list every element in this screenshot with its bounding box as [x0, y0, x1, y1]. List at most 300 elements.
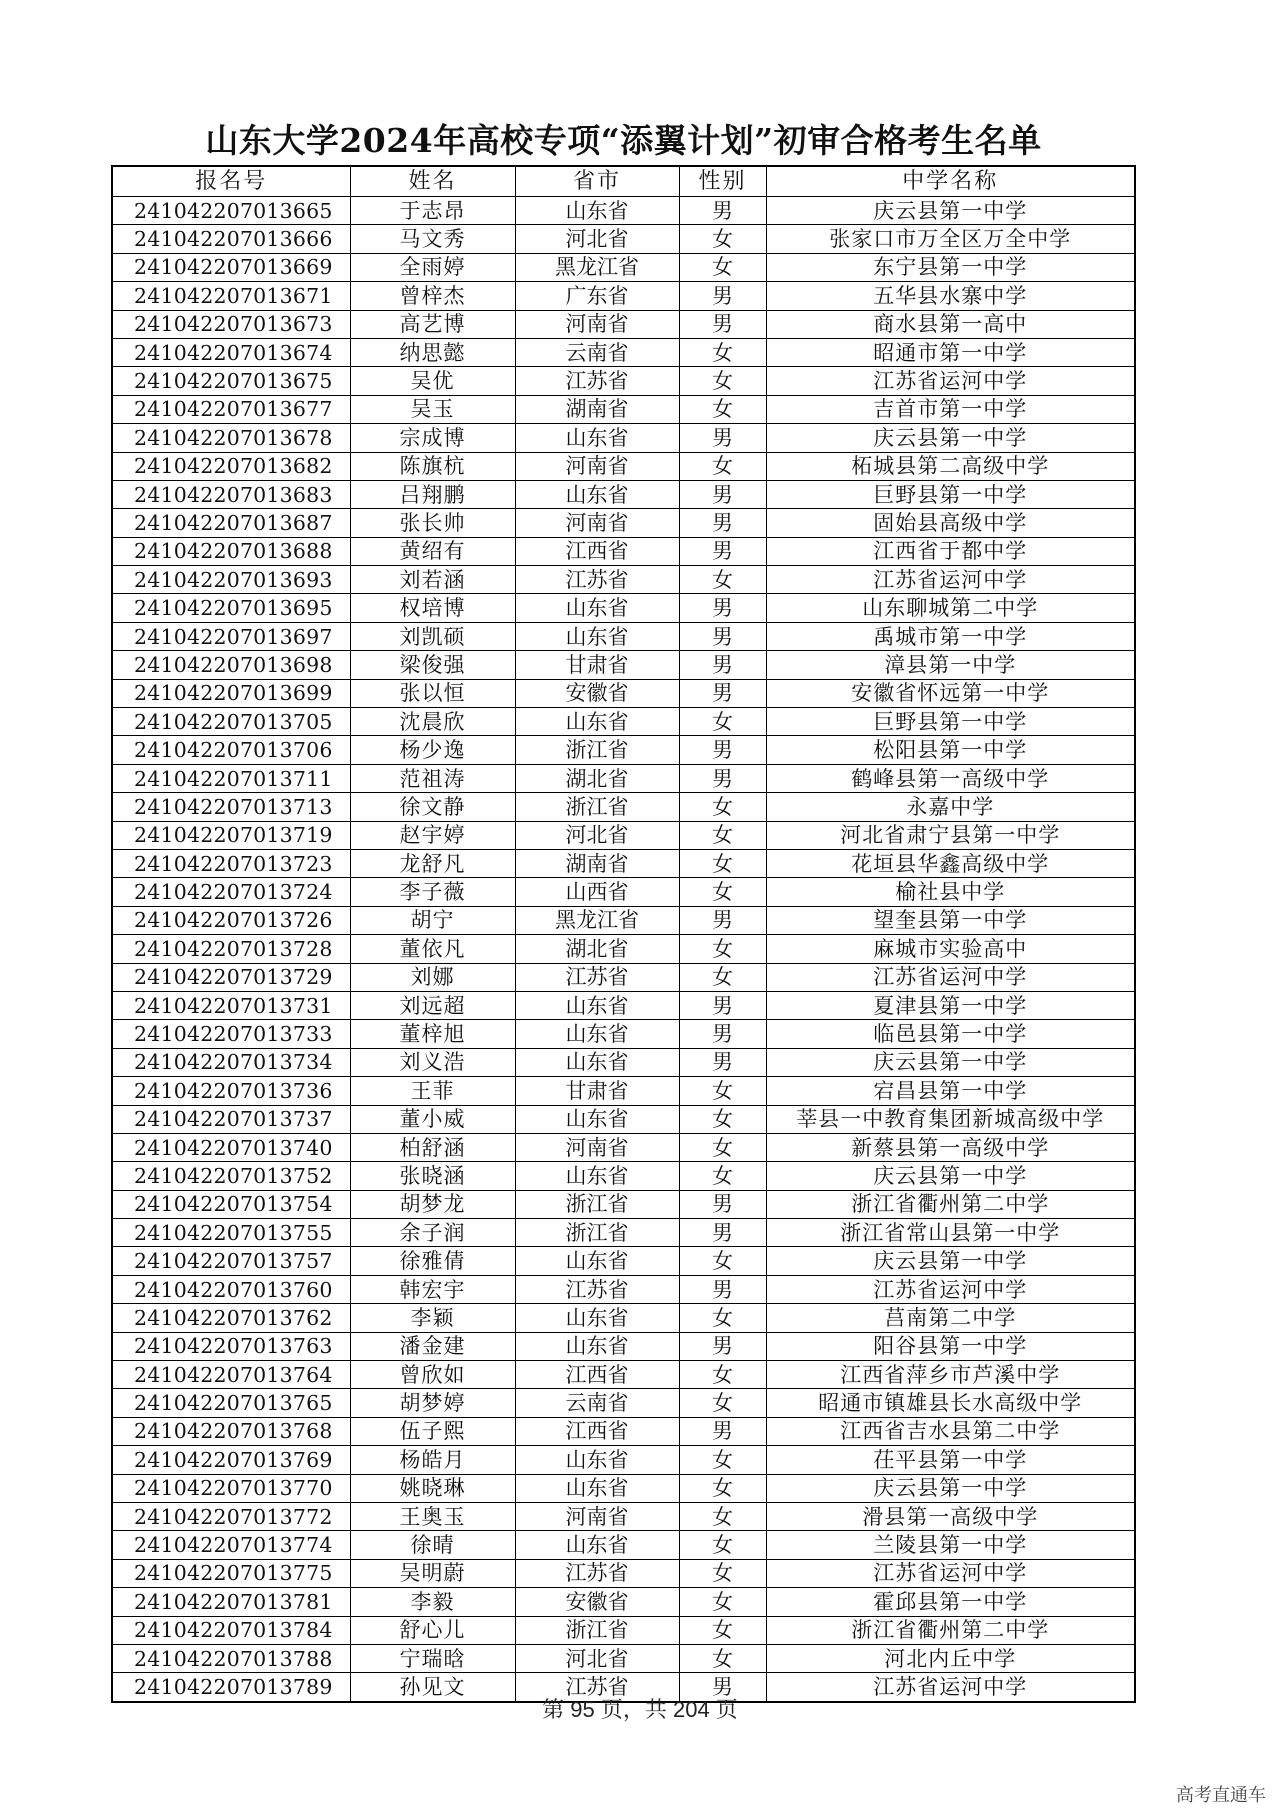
table-row	[112, 651, 1135, 679]
candidate-name-cell: 张以恒	[350, 679, 515, 707]
registration-number-cell: 241042207013733	[112, 1020, 350, 1048]
candidate-name-cell: 潘金建	[350, 1332, 515, 1360]
registration-number-cell: 241042207013682	[112, 452, 350, 480]
school-name-cell: 张家口市万全区万全中学	[766, 225, 1135, 253]
province-cell: 山东省	[515, 1247, 679, 1275]
gender-cell: 女	[679, 1559, 766, 1587]
candidate-name-cell: 梁俊强	[350, 651, 515, 679]
table-row	[112, 1077, 1135, 1105]
school-name-cell: 漳县第一中学	[766, 651, 1135, 679]
gender-cell: 男	[679, 594, 766, 622]
table-row	[112, 878, 1135, 906]
school-name-cell: 河北内丘中学	[766, 1644, 1135, 1672]
page-number: 第 95 页，共 204 页	[542, 1697, 738, 1722]
table-row	[112, 197, 1135, 225]
candidate-name-cell: 姚晓琳	[350, 1474, 515, 1502]
registration-number-cell: 241042207013706	[112, 736, 350, 764]
province-cell: 山东省	[515, 1020, 679, 1048]
candidate-name-cell: 吕翔鹏	[350, 480, 515, 508]
school-name-cell: 庆云县第一中学	[766, 1247, 1135, 1275]
table-row	[112, 1304, 1135, 1332]
province-cell: 河南省	[515, 310, 679, 338]
province-cell: 浙江省	[515, 1616, 679, 1644]
gender-cell: 女	[679, 367, 766, 395]
gender-cell: 女	[679, 1644, 766, 1672]
table-row	[112, 1247, 1135, 1275]
gender-cell: 男	[679, 651, 766, 679]
registration-number-cell: 241042207013760	[112, 1275, 350, 1303]
province-cell: 湖北省	[515, 764, 679, 792]
school-name-cell: 滑县第一高级中学	[766, 1502, 1135, 1530]
school-name-cell: 鹤峰县第一高级中学	[766, 764, 1135, 792]
registration-number-cell: 241042207013772	[112, 1502, 350, 1530]
table-row	[112, 963, 1135, 991]
candidate-name-cell: 曾欣如	[350, 1361, 515, 1389]
header-registration-number: 报名号	[112, 166, 350, 197]
header-gender: 性别	[679, 166, 766, 197]
registration-number-cell: 241042207013764	[112, 1361, 350, 1389]
table-row	[112, 849, 1135, 877]
header-province: 省市	[515, 166, 679, 197]
gender-cell: 女	[679, 878, 766, 906]
province-cell: 江西省	[515, 1417, 679, 1445]
school-name-cell: 五华县水寨中学	[766, 282, 1135, 310]
candidate-name-cell: 徐文静	[350, 793, 515, 821]
school-name-cell: 麻城市实验高中	[766, 935, 1135, 963]
registration-number-cell: 241042207013763	[112, 1332, 350, 1360]
candidate-name-cell: 余子润	[350, 1219, 515, 1247]
gender-cell: 女	[679, 1304, 766, 1332]
candidate-name-cell: 于志昂	[350, 197, 515, 225]
province-cell: 云南省	[515, 1389, 679, 1417]
province-cell: 山东省	[515, 480, 679, 508]
registration-number-cell: 241042207013754	[112, 1190, 350, 1218]
candidate-name-cell: 宗成博	[350, 424, 515, 452]
registration-number-cell: 241042207013784	[112, 1616, 350, 1644]
province-cell: 山东省	[515, 594, 679, 622]
gender-cell: 女	[679, 1162, 766, 1190]
registration-number-cell: 241042207013724	[112, 878, 350, 906]
gender-cell: 男	[679, 310, 766, 338]
school-name-cell: 柘城县第二高级中学	[766, 452, 1135, 480]
candidate-name-cell: 杨少逸	[350, 736, 515, 764]
province-cell: 黑龙江省	[515, 253, 679, 281]
gender-cell: 女	[679, 793, 766, 821]
header-row	[112, 166, 1135, 197]
school-name-cell: 浙江省衢州第二中学	[766, 1616, 1135, 1644]
table-row	[112, 736, 1135, 764]
school-name-cell: 庆云县第一中学	[766, 197, 1135, 225]
registration-number-cell: 241042207013697	[112, 622, 350, 650]
table-row	[112, 1361, 1135, 1389]
gender-cell: 女	[679, 963, 766, 991]
candidate-name-cell: 柏舒涵	[350, 1133, 515, 1161]
registration-number-cell: 241042207013788	[112, 1644, 350, 1672]
school-name-cell: 阳谷县第一中学	[766, 1332, 1135, 1360]
school-name-cell: 江西省萍乡市芦溪中学	[766, 1361, 1135, 1389]
gender-cell: 女	[679, 338, 766, 366]
school-name-cell: 固始县高级中学	[766, 509, 1135, 537]
gender-cell: 女	[679, 708, 766, 736]
province-cell: 湖南省	[515, 849, 679, 877]
gender-cell: 女	[679, 849, 766, 877]
school-name-cell: 禹城市第一中学	[766, 622, 1135, 650]
candidate-name-cell: 马文秀	[350, 225, 515, 253]
province-cell: 江西省	[515, 537, 679, 565]
table-row	[112, 1332, 1135, 1360]
table-row	[112, 424, 1135, 452]
province-cell: 江苏省	[515, 1275, 679, 1303]
registration-number-cell: 241042207013781	[112, 1588, 350, 1616]
registration-number-cell: 241042207013775	[112, 1559, 350, 1587]
registration-number-cell: 241042207013731	[112, 991, 350, 1019]
gender-cell: 男	[679, 197, 766, 225]
province-cell: 河北省	[515, 821, 679, 849]
province-cell: 河北省	[515, 225, 679, 253]
school-name-cell: 临邑县第一中学	[766, 1020, 1135, 1048]
registration-number-cell: 241042207013762	[112, 1304, 350, 1332]
province-cell: 甘肃省	[515, 651, 679, 679]
school-name-cell: 巨野县第一中学	[766, 480, 1135, 508]
school-name-cell: 霍邱县第一中学	[766, 1588, 1135, 1616]
gender-cell: 女	[679, 1133, 766, 1161]
province-cell: 山东省	[515, 1162, 679, 1190]
table-row	[112, 509, 1135, 537]
registration-number-cell: 241042207013683	[112, 480, 350, 508]
school-name-cell: 莒南第二中学	[766, 1304, 1135, 1332]
province-cell: 山东省	[515, 1105, 679, 1133]
table-row	[112, 594, 1135, 622]
gender-cell: 女	[679, 1502, 766, 1530]
registration-number-cell: 241042207013726	[112, 906, 350, 934]
candidate-name-cell: 吴玉	[350, 395, 515, 423]
school-name-cell: 庆云县第一中学	[766, 1048, 1135, 1076]
gender-cell: 女	[679, 1588, 766, 1616]
school-name-cell: 昭通市第一中学	[766, 338, 1135, 366]
gender-cell: 女	[679, 1474, 766, 1502]
school-name-cell: 昭通市镇雄县长水高级中学	[766, 1389, 1135, 1417]
registration-number-cell: 241042207013765	[112, 1389, 350, 1417]
table-row	[112, 1616, 1135, 1644]
registration-number-cell: 241042207013665	[112, 197, 350, 225]
gender-cell: 女	[679, 452, 766, 480]
candidate-name-cell: 张长帅	[350, 509, 515, 537]
province-cell: 浙江省	[515, 793, 679, 821]
school-name-cell: 江西省于都中学	[766, 537, 1135, 565]
candidate-name-cell: 刘凯硕	[350, 622, 515, 650]
registration-number-cell: 241042207013693	[112, 566, 350, 594]
school-name-cell: 山东聊城第二中学	[766, 594, 1135, 622]
candidate-name-cell: 曾梓杰	[350, 282, 515, 310]
gender-cell: 女	[679, 1361, 766, 1389]
table-row	[112, 708, 1135, 736]
school-name-cell: 江苏省运河中学	[766, 566, 1135, 594]
school-name-cell: 江苏省运河中学	[766, 963, 1135, 991]
province-cell: 云南省	[515, 338, 679, 366]
gender-cell: 男	[679, 764, 766, 792]
table-row	[112, 1133, 1135, 1161]
province-cell: 江苏省	[515, 367, 679, 395]
registration-number-cell: 241042207013736	[112, 1077, 350, 1105]
candidate-name-cell: 张晓涵	[350, 1162, 515, 1190]
province-cell: 山东省	[515, 1304, 679, 1332]
header-name: 姓名	[350, 166, 515, 197]
candidate-name-cell: 徐晴	[350, 1531, 515, 1559]
candidate-name-cell: 胡梦婷	[350, 1389, 515, 1417]
province-cell: 河南省	[515, 452, 679, 480]
school-name-cell: 浙江省常山县第一中学	[766, 1219, 1135, 1247]
candidate-name-cell: 董依凡	[350, 935, 515, 963]
gender-cell: 男	[679, 1020, 766, 1048]
registration-number-cell: 241042207013774	[112, 1531, 350, 1559]
registration-number-cell: 241042207013789	[112, 1673, 350, 1702]
registration-number-cell: 241042207013699	[112, 679, 350, 707]
table-row	[112, 793, 1135, 821]
table-header	[112, 166, 1135, 197]
school-name-cell: 吉首市第一中学	[766, 395, 1135, 423]
table-row	[112, 1474, 1135, 1502]
province-cell: 山东省	[515, 197, 679, 225]
candidate-name-cell: 胡梦龙	[350, 1190, 515, 1218]
registration-number-cell: 241042207013752	[112, 1162, 350, 1190]
registration-number-cell: 241042207013677	[112, 395, 350, 423]
candidate-name-cell: 沈晨欣	[350, 708, 515, 736]
candidate-name-cell: 李颖	[350, 1304, 515, 1332]
registration-number-cell: 241042207013769	[112, 1446, 350, 1474]
province-cell: 山西省	[515, 878, 679, 906]
candidate-name-cell: 胡宁	[350, 906, 515, 934]
province-cell: 江苏省	[515, 1673, 679, 1702]
candidate-name-cell: 王菲	[350, 1077, 515, 1105]
table-row	[112, 310, 1135, 338]
school-name-cell: 安徽省怀远第一中学	[766, 679, 1135, 707]
candidate-name-cell: 徐雅倩	[350, 1247, 515, 1275]
gender-cell: 男	[679, 509, 766, 537]
registration-number-cell: 241042207013674	[112, 338, 350, 366]
table-row	[112, 338, 1135, 366]
province-cell: 浙江省	[515, 736, 679, 764]
table-row	[112, 1020, 1135, 1048]
gender-cell: 男	[679, 1332, 766, 1360]
province-cell: 黑龙江省	[515, 906, 679, 934]
school-name-cell: 巨野县第一中学	[766, 708, 1135, 736]
table-row	[112, 452, 1135, 480]
gender-cell: 女	[679, 225, 766, 253]
school-name-cell: 花垣县华鑫高级中学	[766, 849, 1135, 877]
table-row	[112, 1048, 1135, 1076]
registration-number-cell: 241042207013757	[112, 1247, 350, 1275]
school-name-cell: 河北省肃宁县第一中学	[766, 821, 1135, 849]
table-row	[112, 1190, 1135, 1218]
table-row	[112, 566, 1135, 594]
gender-cell: 男	[679, 1190, 766, 1218]
table-row	[112, 906, 1135, 934]
province-cell: 甘肃省	[515, 1077, 679, 1105]
registration-number-cell: 241042207013678	[112, 424, 350, 452]
school-name-cell: 江苏省运河中学	[766, 1559, 1135, 1587]
school-name-cell: 夏津县第一中学	[766, 991, 1135, 1019]
school-name-cell: 新蔡县第一高级中学	[766, 1133, 1135, 1161]
registration-number-cell: 241042207013723	[112, 849, 350, 877]
candidate-name-cell: 宁瑞晗	[350, 1644, 515, 1672]
candidate-name-cell: 孙见文	[350, 1673, 515, 1702]
candidate-name-cell: 高艺博	[350, 310, 515, 338]
table-row	[112, 622, 1135, 650]
registration-number-cell: 241042207013737	[112, 1105, 350, 1133]
table-row	[112, 480, 1135, 508]
province-cell: 山东省	[515, 708, 679, 736]
registration-number-cell: 241042207013705	[112, 708, 350, 736]
gender-cell: 男	[679, 1219, 766, 1247]
gender-cell: 男	[679, 1417, 766, 1445]
page-title: 山东大学2024年高校专项“添翼计划”初审合格考生名单	[205, 121, 1042, 160]
gender-cell: 男	[679, 679, 766, 707]
gender-cell: 男	[679, 1275, 766, 1303]
registration-number-cell: 241042207013687	[112, 509, 350, 537]
registration-number-cell: 241042207013671	[112, 282, 350, 310]
province-cell: 江苏省	[515, 566, 679, 594]
candidate-name-cell: 纳思懿	[350, 338, 515, 366]
candidate-name-cell: 黄绍有	[350, 537, 515, 565]
province-cell: 山东省	[515, 622, 679, 650]
gender-cell: 女	[679, 253, 766, 281]
registration-number-cell: 241042207013666	[112, 225, 350, 253]
gender-cell: 男	[679, 622, 766, 650]
gender-cell: 女	[679, 395, 766, 423]
candidate-name-cell: 董小威	[350, 1105, 515, 1133]
candidate-name-cell: 王奥玉	[350, 1502, 515, 1530]
candidate-name-cell: 李子薇	[350, 878, 515, 906]
registration-number-cell: 241042207013675	[112, 367, 350, 395]
watermark-text: 高考直通车	[1176, 1785, 1266, 1806]
province-cell: 山东省	[515, 1446, 679, 1474]
province-cell: 河南省	[515, 1133, 679, 1161]
province-cell: 山东省	[515, 991, 679, 1019]
school-name-cell: 永嘉中学	[766, 793, 1135, 821]
gender-cell: 男	[679, 1673, 766, 1702]
gender-cell: 女	[679, 1531, 766, 1559]
gender-cell: 女	[679, 1616, 766, 1644]
registration-number-cell: 241042207013728	[112, 935, 350, 963]
table-row	[112, 821, 1135, 849]
table-row	[112, 1502, 1135, 1530]
candidate-name-cell: 舒心儿	[350, 1616, 515, 1644]
province-cell: 河北省	[515, 1644, 679, 1672]
province-cell: 湖北省	[515, 935, 679, 963]
gender-cell: 女	[679, 1247, 766, 1275]
candidate-name-cell: 权培博	[350, 594, 515, 622]
province-cell: 山东省	[515, 1332, 679, 1360]
table-row	[112, 1162, 1135, 1190]
gender-cell: 女	[679, 935, 766, 963]
registration-number-cell: 241042207013755	[112, 1219, 350, 1247]
candidate-name-cell: 刘娜	[350, 963, 515, 991]
header-school: 中学名称	[766, 166, 1135, 197]
school-name-cell: 江西省吉水县第二中学	[766, 1417, 1135, 1445]
province-cell: 江西省	[515, 1361, 679, 1389]
school-name-cell: 茌平县第一中学	[766, 1446, 1135, 1474]
school-name-cell: 莘县一中教育集团新城高级中学	[766, 1105, 1135, 1133]
table-row	[112, 395, 1135, 423]
candidate-name-cell: 吴优	[350, 367, 515, 395]
province-cell: 山东省	[515, 1048, 679, 1076]
table-row	[112, 1531, 1135, 1559]
school-name-cell: 庆云县第一中学	[766, 424, 1135, 452]
gender-cell: 女	[679, 1389, 766, 1417]
school-name-cell: 浙江省衢州第二中学	[766, 1190, 1135, 1218]
province-cell: 山东省	[515, 424, 679, 452]
table-row	[112, 1559, 1135, 1587]
registration-number-cell: 241042207013719	[112, 821, 350, 849]
candidate-name-cell: 陈旗杭	[350, 452, 515, 480]
registration-number-cell: 241042207013729	[112, 963, 350, 991]
candidate-name-cell: 韩宏宇	[350, 1275, 515, 1303]
gender-cell: 男	[679, 1048, 766, 1076]
school-name-cell: 庆云县第一中学	[766, 1162, 1135, 1190]
registration-number-cell: 241042207013768	[112, 1417, 350, 1445]
table-row	[112, 1105, 1135, 1133]
table-row	[112, 537, 1135, 565]
candidate-name-cell: 刘远超	[350, 991, 515, 1019]
table-row	[112, 991, 1135, 1019]
table-row	[112, 1644, 1135, 1672]
gender-cell: 男	[679, 480, 766, 508]
gender-cell: 女	[679, 1446, 766, 1474]
gender-cell: 女	[679, 821, 766, 849]
province-cell: 江苏省	[515, 1559, 679, 1587]
candidate-name-cell: 伍子熙	[350, 1417, 515, 1445]
candidate-name-cell: 吴明蔚	[350, 1559, 515, 1587]
candidate-name-cell: 杨皓月	[350, 1446, 515, 1474]
gender-cell: 男	[679, 282, 766, 310]
province-cell: 河南省	[515, 1502, 679, 1530]
school-name-cell: 榆社县中学	[766, 878, 1135, 906]
registration-number-cell: 241042207013673	[112, 310, 350, 338]
province-cell: 浙江省	[515, 1219, 679, 1247]
school-name-cell: 东宁县第一中学	[766, 253, 1135, 281]
school-name-cell: 江苏省运河中学	[766, 367, 1135, 395]
province-cell: 山东省	[515, 1474, 679, 1502]
table-row	[112, 225, 1135, 253]
gender-cell: 男	[679, 736, 766, 764]
candidate-name-cell: 刘若涵	[350, 566, 515, 594]
gender-cell: 男	[679, 906, 766, 934]
gender-cell: 女	[679, 1077, 766, 1105]
registration-number-cell: 241042207013669	[112, 253, 350, 281]
gender-cell: 女	[679, 566, 766, 594]
registration-number-cell: 241042207013740	[112, 1133, 350, 1161]
school-name-cell: 松阳县第一中学	[766, 736, 1135, 764]
candidate-name-cell: 刘义浩	[350, 1048, 515, 1076]
candidate-table	[111, 165, 1136, 1703]
school-name-cell: 庆云县第一中学	[766, 1474, 1135, 1502]
table-body	[112, 197, 1135, 1702]
candidate-name-cell: 龙舒凡	[350, 849, 515, 877]
registration-number-cell: 241042207013734	[112, 1048, 350, 1076]
province-cell: 河南省	[515, 509, 679, 537]
table-row	[112, 935, 1135, 963]
gender-cell: 女	[679, 1105, 766, 1133]
school-name-cell: 江苏省运河中学	[766, 1673, 1135, 1702]
province-cell: 江苏省	[515, 963, 679, 991]
table-row	[112, 1219, 1135, 1247]
table-row	[112, 1275, 1135, 1303]
school-name-cell: 商水县第一高中	[766, 310, 1135, 338]
province-cell: 湖南省	[515, 395, 679, 423]
table-row	[112, 1446, 1135, 1474]
candidate-name-cell: 全雨婷	[350, 253, 515, 281]
gender-cell: 男	[679, 991, 766, 1019]
